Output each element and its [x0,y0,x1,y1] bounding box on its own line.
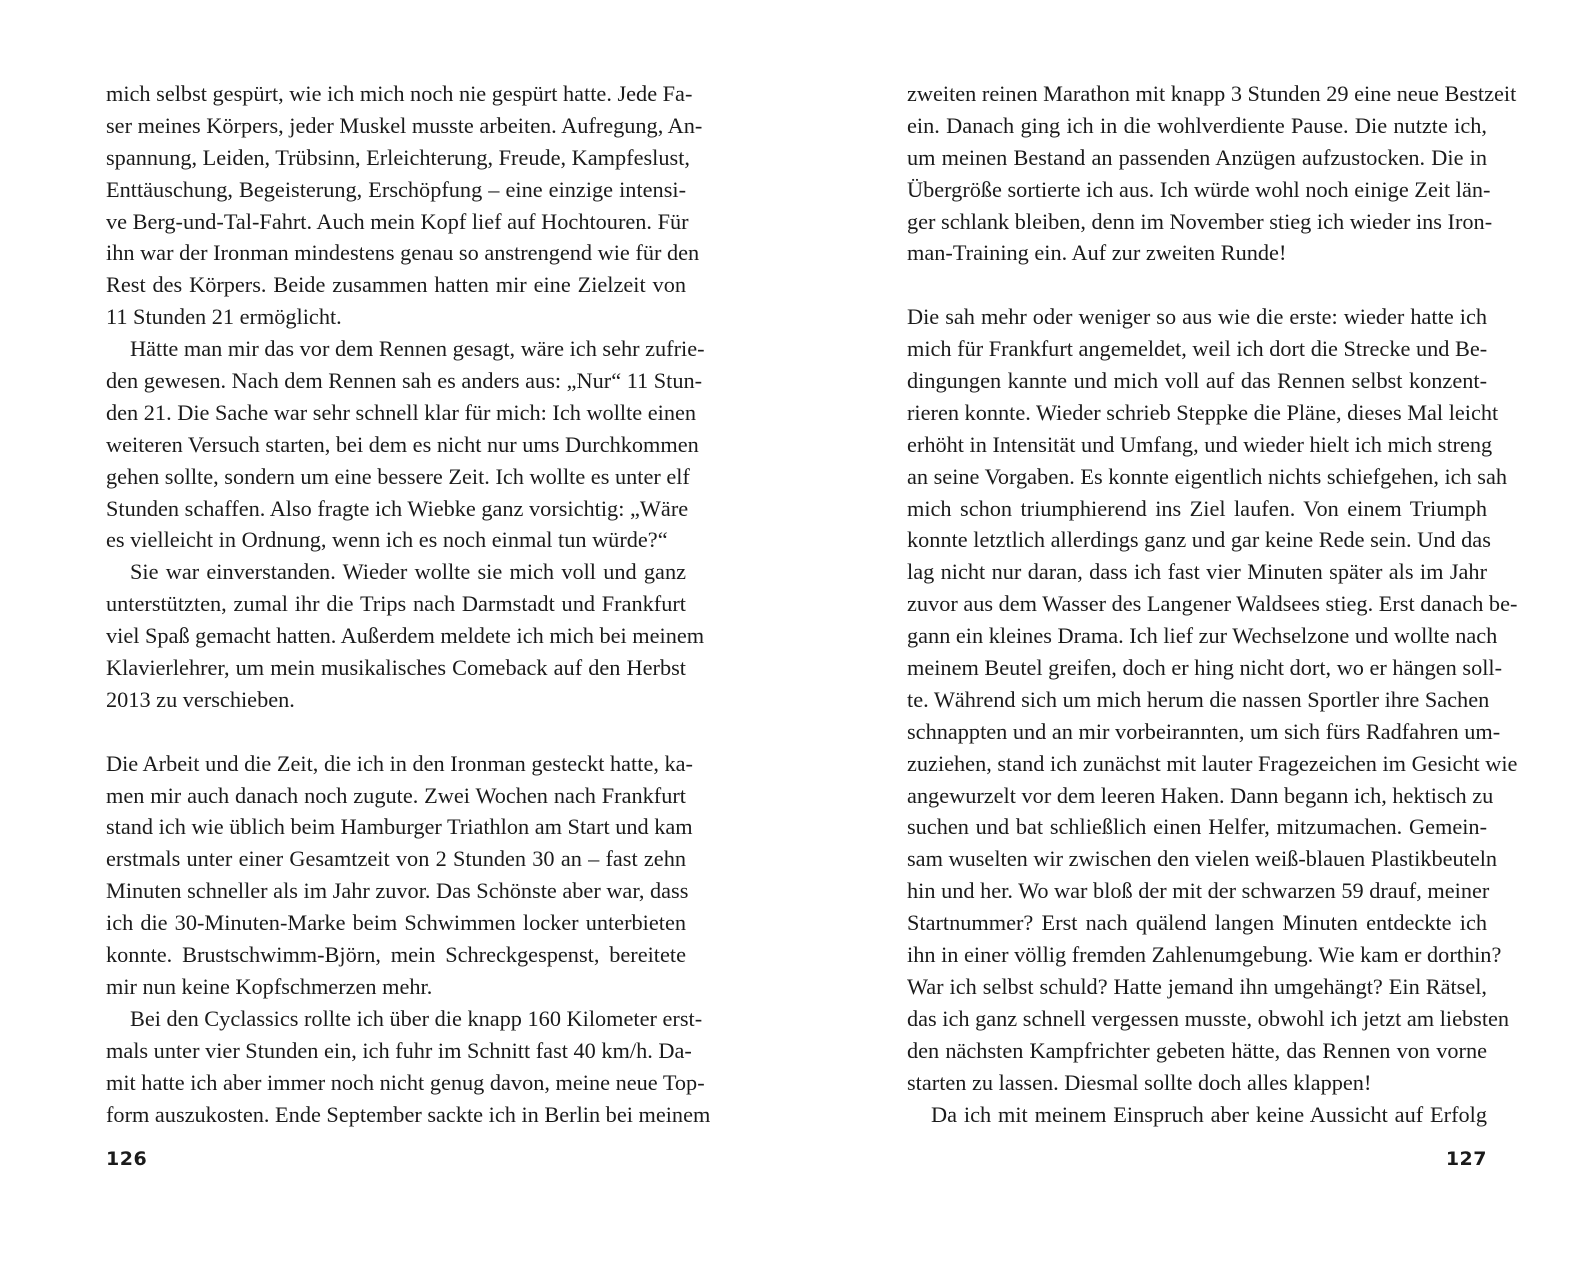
text-line: mals unter vier Stunden ein, ich fuhr im Schnitt fast 40 km/h. Da- [106,1037,692,1063]
text-line: man-Training ein. Auf zur zweiten Runde! [907,240,1287,266]
text-line: mit hatte ich aber immer noch nicht genug davon, meine neue Top- [106,1069,705,1095]
text-line: Bei den Cyclassics rollte ich über die knapp 160 Kilometer erst- [130,1005,703,1031]
text-line: ser meines Körpers, jeder Muskel musste arbeiten. Aufregung, An- [106,112,703,138]
text-line: Startnummer? Erst nach quälend langen Minuten entdeckte ich [907,910,1487,936]
text-line: unterstützten, zumal ihr die Trips nach Darmstadt und Frankfurt [106,591,686,617]
right-page-text [907,78,1518,1130]
text-line: den nächsten Kampfrichter gebeten hätte, das Rennen von vorne [907,1037,1487,1063]
text-line: ger schlank bleiben, denn im November stieg ich wieder ins Iron- [907,208,1493,234]
text-line: angewurzelt vor dem leeren Haken. Dann begann ich, hektisch zu [907,782,1494,808]
text-line: erhöht in Intensität und Umfang, und wieder hielt ich mich streng [907,431,1493,457]
page-number: 126 [106,1148,148,1170]
text-line: form auszukosten. Ende September sackte ich in Berlin bei meinem [106,1101,711,1127]
text-line: sam wuselten wir zwischen den vielen weiß-blauen Plastikbeuteln [907,846,1498,872]
text-line: Enttäuschung, Begeisterung, Erschöpfung – eine einzige intensi- [106,176,686,202]
text-line: es vielleicht in Ordnung, wenn ich es noch einmal tun würde?“ [106,527,668,553]
text-line: gehen sollte, sondern um eine bessere Zeit. Ich wollte es unter elf [106,463,690,489]
text-line: konnte. Brustschwimm-Björn, mein Schreckgespenst, bereitete [106,942,686,968]
text-line: schnappten und an mir vorbeirannten, um sich fürs Radfahren um- [907,718,1501,744]
text-line: viel Spaß gemacht hatten. Außerdem meldete ich mich bei meinem [106,623,705,649]
text-line: Stunden schaffen. Also fragte ich Wiebke ganz vorsichtig: „Wäre [106,495,689,521]
text-line: zuziehen, stand ich zunächst mit lauter Fragezeichen im Gesicht wie [907,750,1518,776]
text-line: ein. Danach ging ich in die wohlverdiente Pause. Die nutzte ich, [907,112,1487,138]
text-line: ich die 30-Minuten-Marke beim Schwimmen locker unterbieten [106,910,686,936]
text-line: Die sah mehr oder weniger so aus wie die erste: wieder hatte ich [907,304,1487,330]
text-line: an seine Vorgaben. Es konnte eigentlich nichts schiefgehen, ich sah [907,463,1508,489]
text-line: 11 Stunden 21 ermöglicht. [106,304,342,330]
text-line: mich schon triumphierend ins Ziel laufen. Von einem Triumph [907,495,1487,521]
text-line: dingungen kannte und mich voll auf das Rennen selbst konzent- [907,368,1487,394]
text-line: konnte letztlich allerdings ganz und gar keine Rede sein. Und das [907,527,1491,553]
text-line: Die Arbeit und die Zeit, die ich in den Ironman gesteckt hatte, ka- [106,750,693,776]
right-page [797,0,1594,1270]
text-line: suchen und bat schließlich einen Helfer, mitzumachen. Gemein- [907,814,1487,840]
text-line: mich selbst gespürt, wie ich mich noch nie gespürt hatte. Jede Fa- [106,81,693,106]
text-line: men mir auch danach noch zugute. Zwei Wochen nach Frankfurt [106,782,686,808]
text-line: Hätte man mir das vor dem Rennen gesagt, wäre ich sehr zufrie- [130,336,705,362]
text-line: hin und her. Wo war bloß der mit der schwarzen 59 drauf, meiner [907,878,1490,904]
text-line: lag nicht nur daran, dass ich fast vier Minuten später als im Jahr [907,559,1487,585]
text-line: um meinen Bestand an passenden Anzügen aufzustocken. Die in [907,144,1487,170]
text-line: mich für Frankfurt angemeldet, weil ich dort die Strecke und Be- [907,336,1488,362]
text-line: zweiten reinen Marathon mit knapp 3 Stunden 29 eine neue Bestzeit [907,81,1517,106]
text-line: Sie war einverstanden. Wieder wollte sie mich voll und ganz [130,559,686,585]
text-line: spannung, Leiden, Trübsinn, Erleichterung, Freude, Kampfeslust, [106,144,690,170]
left-page-text [106,78,711,1130]
text-line: ihn war der Ironman mindestens genau so anstrengend wie für den [106,240,700,266]
text-line: das ich ganz schnell vergessen musste, obwohl ich jetzt am liebsten [907,1005,1510,1031]
text-line: Da ich mit meinem Einspruch aber keine Aussicht auf Erfolg [931,1101,1487,1127]
text-line: te. Während sich um mich herum die nassen Sportler ihre Sachen [907,686,1490,712]
text-line: zuvor aus dem Wasser des Langener Waldsees stieg. Erst danach be- [907,591,1518,617]
text-line: Rest des Körpers. Beide zusammen hatten mir eine Zielzeit von [106,272,686,298]
text-line: War ich selbst schuld? Hatte jemand ihn umgehängt? Ein Rätsel, [907,973,1487,999]
text-line: gann ein kleines Drama. Ich lief zur Wechselzone und wollte nach [907,623,1498,649]
text-line: starten zu lassen. Diesmal sollte doch alles klappen! [907,1069,1372,1095]
text-line: Minuten schneller als im Jahr zuvor. Das Schönste aber war, dass [106,878,689,904]
text-line: meinem Beutel greifen, doch er hing nicht dort, wo er hängen soll- [907,655,1503,681]
text-line: den gewesen. Nach dem Rennen sah es anders aus: „Nur“ 11 Stun- [106,368,703,394]
text-line: rieren konnte. Wieder schrieb Steppke die Pläne, dieses Mal leicht [907,399,1499,425]
text-line: stand ich wie üblich beim Hamburger Triathlon am Start und kam [106,814,693,840]
text-line: mir nun keine Kopfschmerzen mehr. [106,973,433,999]
text-line: 2013 zu verschieben. [106,686,295,712]
text-line: ihn in einer völlig fremden Zahlenumgebung. Wie kam er dorthin? [907,942,1502,968]
text-line: ve Berg-und-Tal-Fahrt. Auch mein Kopf lief auf Hochtouren. Für [106,208,689,234]
text-line: Klavierlehrer, um mein musikalisches Comeback auf den Herbst [106,655,686,681]
page-number: 127 [1445,1148,1487,1170]
text-line: weiteren Versuch starten, bei dem es nicht nur ums Durchkommen [106,431,699,457]
text-line: erstmals unter einer Gesamtzeit von 2 Stunden 30 an – fast zehn [106,846,686,872]
text-line: Übergröße sortierte ich aus. Ich würde wohl noch einige Zeit län- [907,176,1491,202]
text-line: den 21. Die Sache war sehr schnell klar für mich: Ich wollte einen [106,399,697,425]
